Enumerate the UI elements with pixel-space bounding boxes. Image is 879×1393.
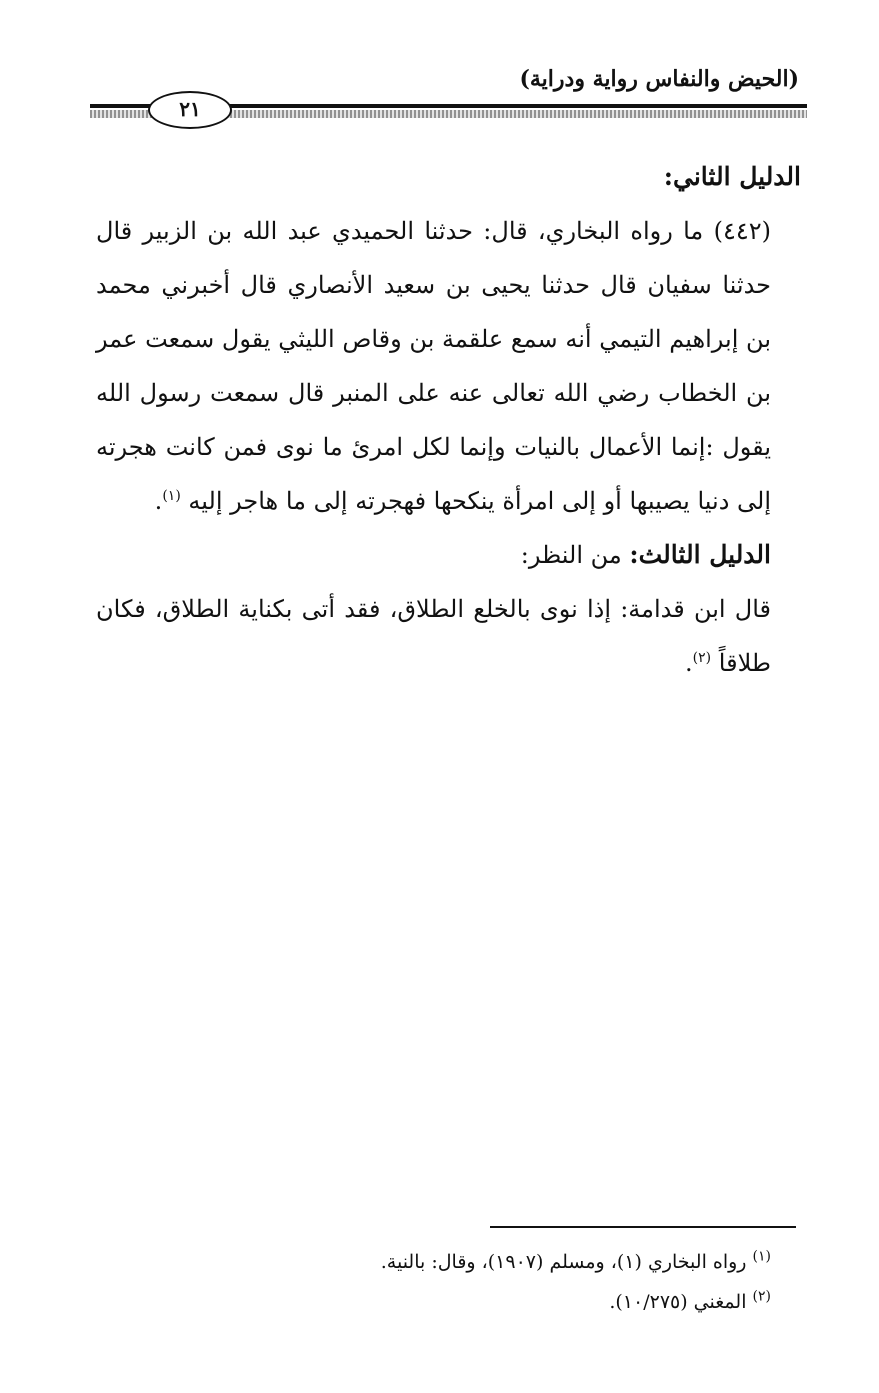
third-proof-subtitle: من النظر: [520,541,622,569]
footnotes [96,1242,801,1322]
footnote-2-text: المغني (١٠/٢٧٥). [609,1291,747,1313]
running-title: (الحيض والنفاس رواية ودراية) [519,66,799,92]
page-number: ٢١ [148,91,232,129]
main-text [96,150,801,690]
hadith-paragraph: (٤٤٢) ما رواه البخاري، قال: حدثنا الحميدي عبد الله بن الزبير قال حدثنا سفيان قال حدثنا يحيى بن سعيد الأنصاري قال أخبرني محمد بن إبراهيم التيمي أنه سمع علقمة بن وقاص الليثي يقول سمعت عمر بن الخطاب رضي الله تعالى عنه على المنبر قال سمعت رسول الله يقول :إنما الأعمال بالنيات وإنما لكل امرئ ما نوى فمن كانت هجرته إلى دنيا يصيبها أو إلى امرأة ينكحها فهجرته إلى ما هاجر إليه $^{(١)}$. [96,217,772,515]
footnote-separator [490,1226,796,1228]
footnote-2-marker: (٢) [752,1288,771,1305]
footnote-ref-1: (١) [162,488,181,504]
ibn-qudama-paragraph: قال ابن قدامة: إذا نوى بالخلع الطلاق، فقد أتى بكناية الطلاق، فكان طلاقاً $^{(٢)}$. [96,595,771,677]
hadith-text: (٤٤٢) ما رواه البخاري، قال: حدثنا الحميدي عبد الله بن الزبير قال حدثنا سفيان قال حدثنا يحيى بن سعيد الأنصاري قال أخبرني محمد بن إبراهيم التيمي أنه سمع علقمة بن وقاص الليثي يقول سمعت عمر بن الخطاب رضي الله تعالى عنه على المنبر قال سمعت رسول الله يقول :إنما الأعمال بالنيات وإنما لكل امرئ ما نوى فمن كانت هجرته إلى دنيا يصيبها أو إلى امرأة ينكحها فهجرته إلى ما هاجر إليه [96,217,772,515]
section-heading-second-proof: الدليل الثاني: [663,162,801,191]
section-heading-third-proof [96,528,801,582]
footnote-ref-2: (٢) [692,650,712,666]
footnote-1 [96,1242,801,1282]
third-proof-title: الدليل الثالث: [629,540,771,569]
footnote-2 [96,1282,801,1322]
ibn-qudama-text: قال ابن قدامة: إذا نوى بالخلع الطلاق، فقد أتى بكناية الطلاق، فكان طلاقاً [96,595,771,677]
footnote-1-text: رواه البخاري (١)، ومسلم (١٩٠٧)، وقال: بالنية. [380,1251,747,1273]
footnote-1-marker: (١) [752,1248,771,1265]
